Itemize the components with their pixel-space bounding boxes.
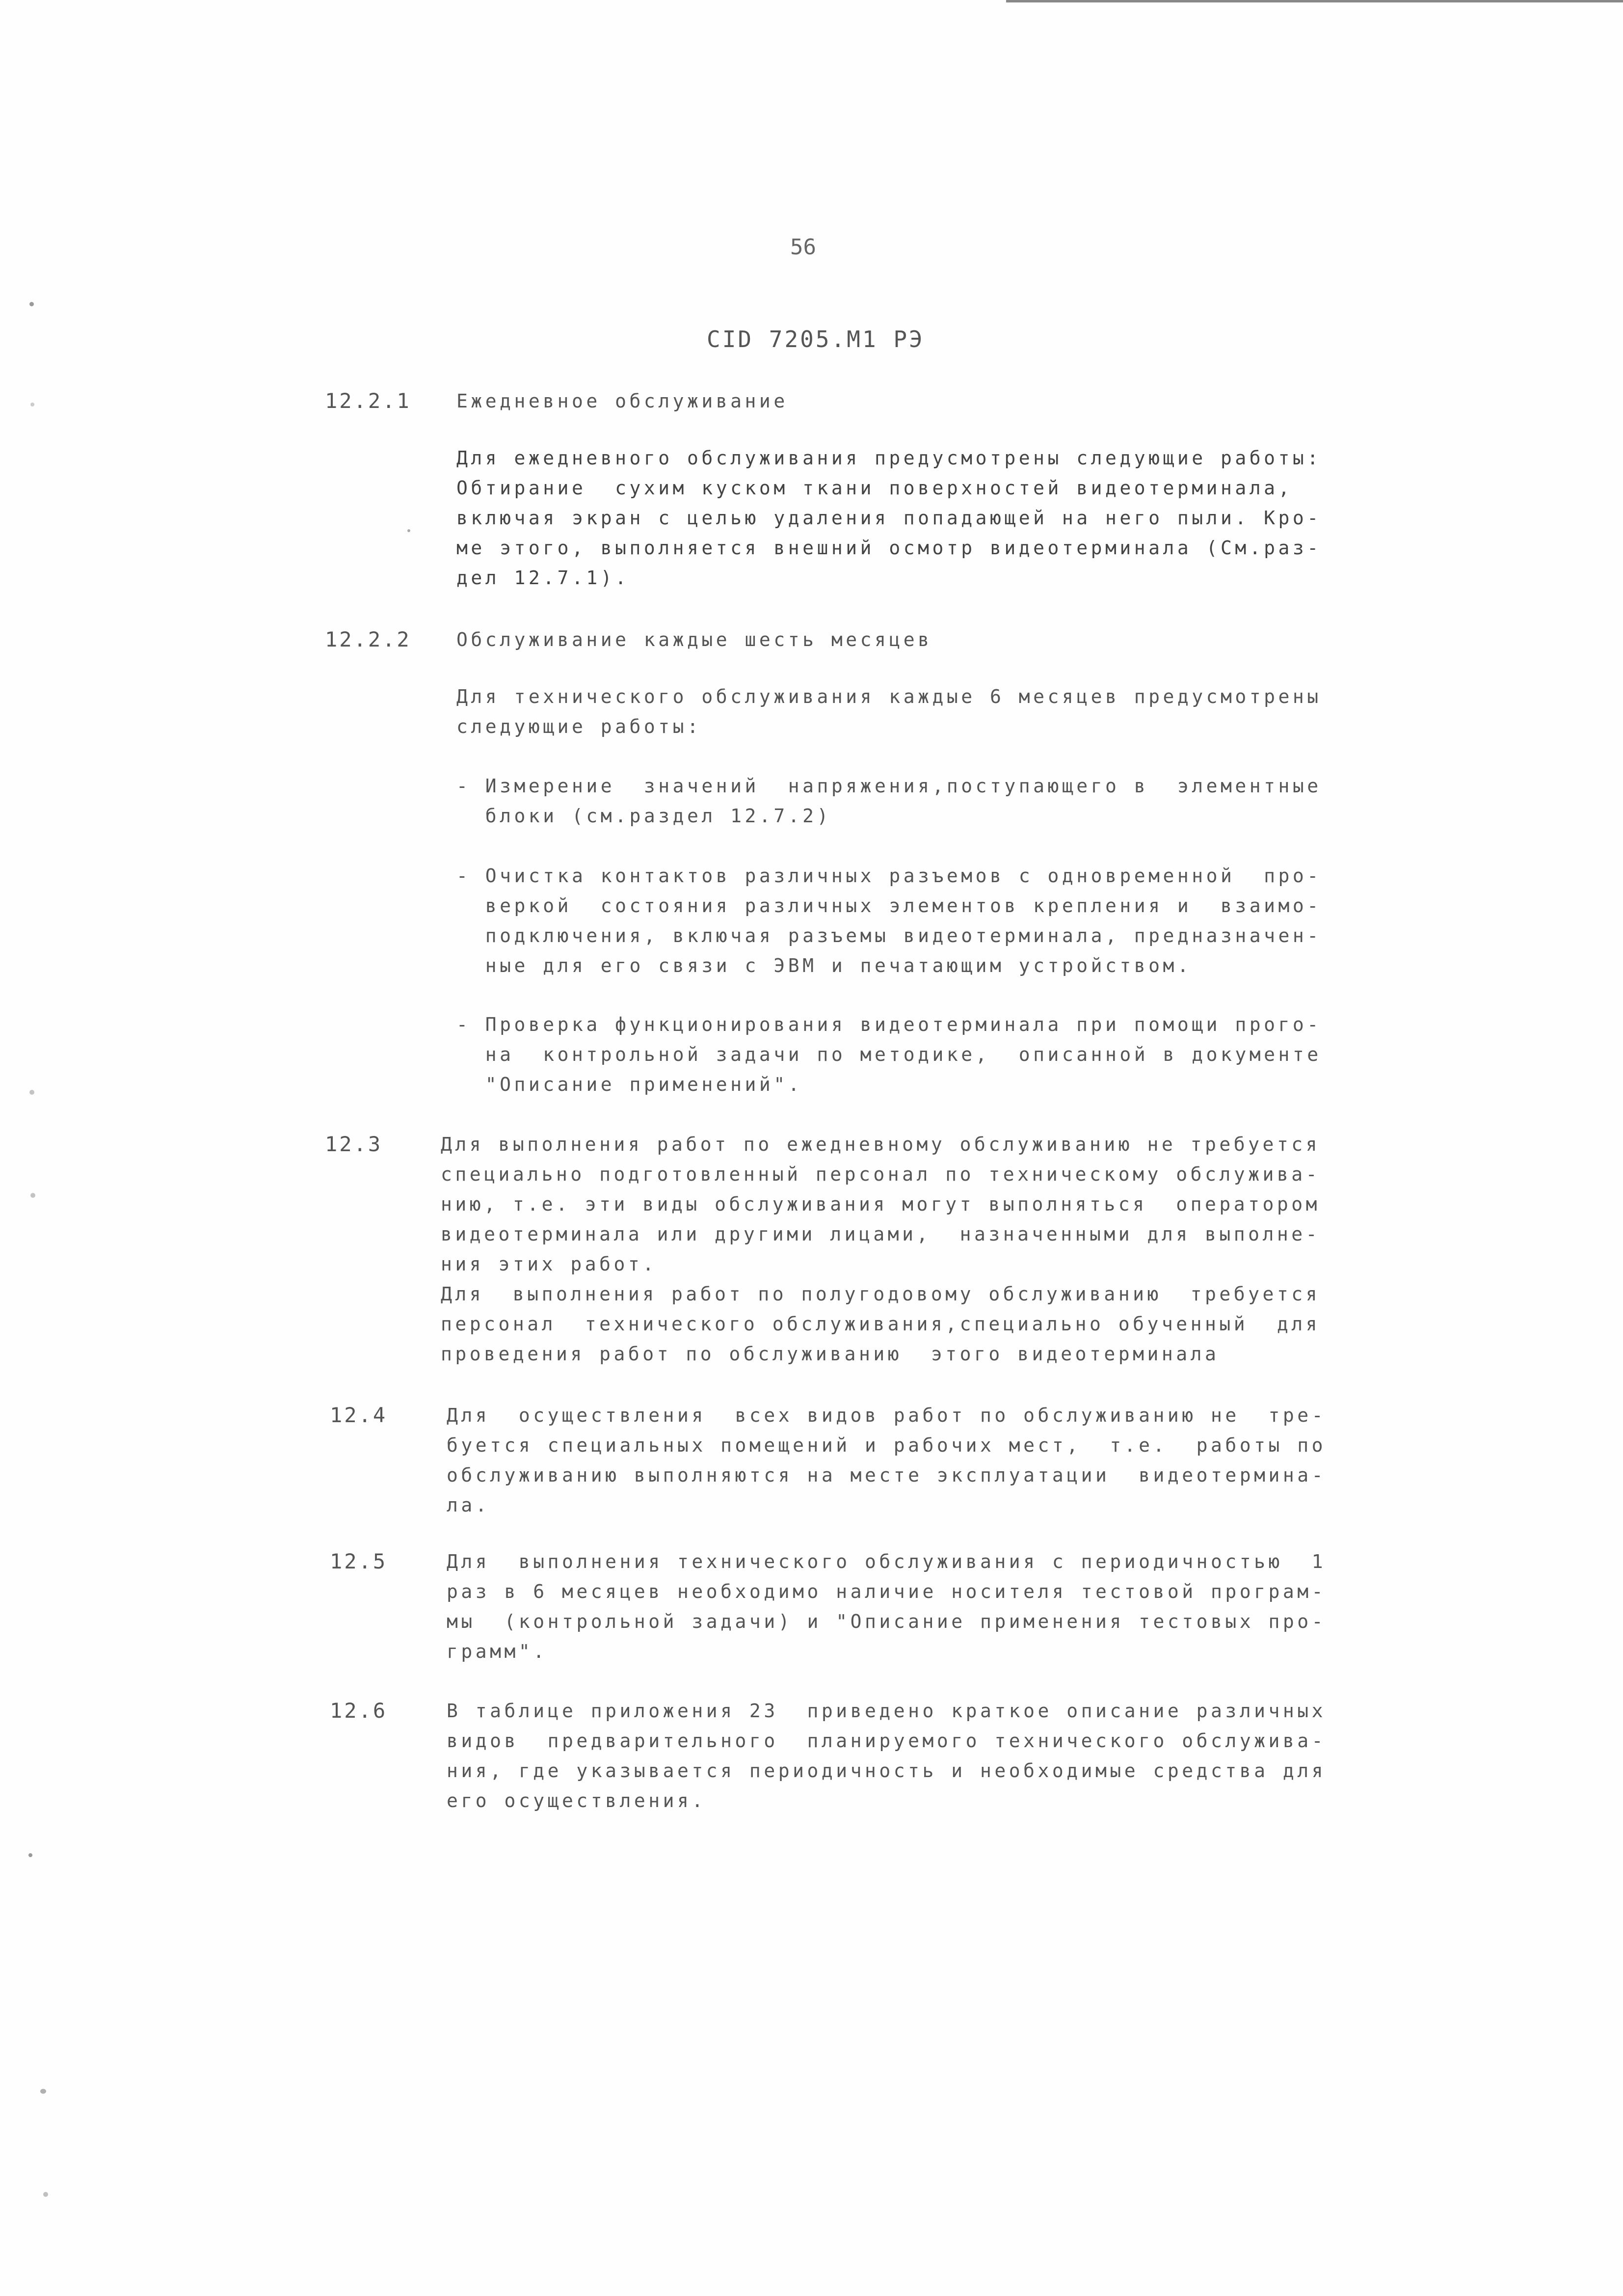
paragraph-line: буется специальных помещений и рабочих мест, т.е. работы по [447,1434,1327,1456]
scan-speck [40,2089,46,2094]
paragraph-line: ла. [447,1494,490,1516]
paragraph-line: персонал технического обслуживания,специально обученный для [441,1313,1321,1335]
list-item-line: - Проверка функционирования видеотерминала при помощи прого- [456,1014,1322,1035]
paragraph-line: ния, где указывается периодичность и необходимые средства для [447,1760,1327,1782]
paragraph-line: специально подготовленный персонал по техническому обслужива- [441,1163,1321,1185]
paragraph-line: проведения работ по обслуживанию этого видеотерминала [441,1343,1220,1365]
section-number: 12.2.1 [325,389,411,413]
paragraph-line: Для выполнения технического обслуживания с периодичностью 1 [447,1551,1327,1572]
scan-speck [30,403,34,406]
section-number: 12.5 [330,1549,388,1573]
list-item-line: на контрольной задачи по методике, описанной в документе [456,1044,1322,1065]
page-number: 56 [790,235,816,260]
paragraph-line: дел 12.7.1). [456,567,630,589]
paragraph-line: Для осуществления всех видов работ по обслуживанию не тре- [447,1405,1327,1426]
paragraph-line: нию, т.е. эти виды обслуживания могут выполняться оператором [441,1193,1321,1215]
list-item-line: ные для его связи с ЭВМ и печатающим устройством. [456,955,1192,976]
paragraph-line: Для технического обслуживания каждые 6 месяцев предусмотрены [456,686,1322,707]
scan-speck [29,1090,34,1095]
section-number: 12.6 [330,1699,388,1723]
scan-speck [30,1193,35,1198]
scan-top-edge-line [1006,0,1623,2]
list-item-line: подключения, включая разъемы видеотерминала, предназначен- [456,925,1322,946]
section-heading: Обслуживание каждые шесть месяцев [456,629,932,650]
paragraph-line: ме этого, выполняется внешний осмотр видеотерминала (См.раз- [456,537,1322,559]
paragraph-line: следующие работы: [456,716,702,737]
scan-speck [28,1853,32,1857]
paragraph-line: Обтирание сухим куском ткани поверхностей видеотерминала, [456,477,1293,499]
paragraph-line: раз в 6 месяцев необходимо наличие носителя тестовой програм- [447,1581,1327,1602]
section-number: 12.4 [330,1403,388,1427]
paragraph-line: Для ежедневного обслуживания предусмотрены следующие работы: [456,447,1322,469]
document-code: CID 7205.M1 РЭ [707,326,925,352]
paragraph-line: ния этих работ. [441,1253,657,1275]
paragraph-line: его осуществления. [447,1790,706,1811]
paragraph-line: грамм". [447,1641,548,1662]
paragraph-line: Для выполнения работ по ежедневному обслуживанию не требуется [441,1134,1321,1155]
list-item-line: - Очистка контактов различных разъемов с одновременной про- [456,865,1322,887]
list-item-line: блоки (см.раздел 12.7.2) [456,805,831,827]
scan-speck [407,529,410,532]
list-item-line: "Описание применений". [456,1074,803,1095]
paragraph-line: обслуживанию выполняются на месте эксплуатации видеотермина- [447,1464,1327,1486]
paragraph-line: включая экран с целью удаления попадающей на него пыли. Кро- [456,507,1322,529]
list-item-line: - Измерение значений напряжения,поступающего в элементные [456,775,1322,797]
list-item-line: веркой состояния различных элементов крепления и взаимо- [456,895,1322,917]
paragraph-line: мы (контрольной задачи) и "Описание применения тестовых про- [447,1611,1327,1632]
scan-speck [43,2192,48,2197]
section-number: 12.2.2 [325,627,411,651]
scan-speck [29,302,34,306]
paragraph-line: видов предварительного планируемого технического обслужива- [447,1730,1327,1752]
section-heading: Ежедневное обслуживание [456,390,788,412]
paragraph-line: видеотерминала или другими лицами, назначенными для выполне- [441,1223,1321,1245]
paragraph-line: В таблице приложения 23 приведено краткое описание различных [447,1700,1327,1722]
section-number: 12.3 [325,1132,383,1156]
paragraph-line: Для выполнения работ по полугодовому обслуживанию требуется [441,1283,1321,1305]
